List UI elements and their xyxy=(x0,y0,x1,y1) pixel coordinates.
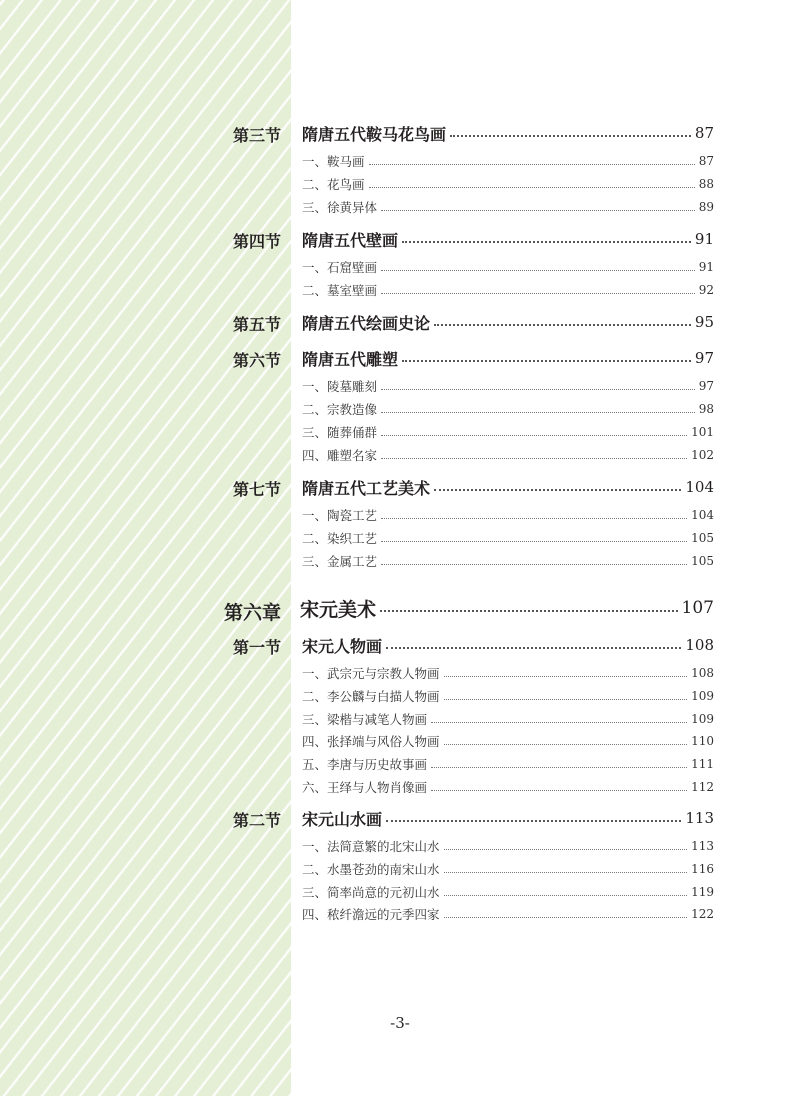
entry-title: 隋唐五代鞍马花鸟画 xyxy=(302,124,447,144)
dot-leader xyxy=(381,389,695,390)
entry-page-number: 98 xyxy=(698,402,714,416)
section-label: 第五节 xyxy=(232,315,281,334)
dot-leader xyxy=(381,518,687,519)
dot-leader xyxy=(381,412,695,413)
dot-leader xyxy=(444,849,688,850)
entry-page-number: 95 xyxy=(694,313,714,331)
dot-leader xyxy=(381,293,695,294)
entry-title: 二、花鸟画 xyxy=(302,177,365,192)
section-label: 第七节 xyxy=(232,480,281,499)
page-number: -3- xyxy=(390,1014,410,1032)
entry-page-number: 91 xyxy=(694,230,714,248)
chapter-label: 第六章 xyxy=(223,602,281,624)
entry-title: 一、鞍马画 xyxy=(302,154,365,169)
entry-title: 隋唐五代绘画史论 xyxy=(302,313,431,333)
entry-title: 三、随葬俑群 xyxy=(302,425,378,440)
entry-page-number: 119 xyxy=(691,885,714,899)
entry-title: 一、陶瓷工艺 xyxy=(302,508,378,523)
dot-leader xyxy=(369,187,695,188)
dot-leader xyxy=(434,324,691,326)
entry-title: 四、秾纤澹远的元季四家 xyxy=(302,907,440,922)
subsection-entry[interactable] xyxy=(0,528,800,548)
subsection-entry[interactable] xyxy=(0,445,800,465)
subsection-entry[interactable] xyxy=(0,686,800,706)
entry-title: 二、墓室壁画 xyxy=(302,283,378,298)
entry-title: 六、王绎与人物肖像画 xyxy=(302,780,428,795)
entry-title: 二、水墨苍劲的南宋山水 xyxy=(302,862,440,877)
dot-leader xyxy=(444,895,688,896)
subsection-entry[interactable] xyxy=(0,422,800,442)
entry-page-number: 102 xyxy=(691,448,714,462)
entry-page-number: 87 xyxy=(698,154,714,168)
section-label: 第一节 xyxy=(232,638,281,657)
entry-title: 二、宗教造像 xyxy=(302,402,378,417)
dot-leader xyxy=(444,917,688,918)
entry-title: 一、法简意繁的北宋山水 xyxy=(302,839,440,854)
dot-leader xyxy=(444,699,688,700)
section-entry[interactable] xyxy=(0,477,800,497)
dot-leader xyxy=(380,610,678,612)
entry-page-number: 113 xyxy=(685,809,714,827)
section-entry[interactable] xyxy=(0,312,800,332)
entry-page-number: 89 xyxy=(698,200,714,214)
entry-page-number: 107 xyxy=(681,598,714,618)
section-label: 第三节 xyxy=(232,126,281,145)
entry-page-number: 109 xyxy=(691,712,714,726)
dot-leader xyxy=(386,820,681,822)
dot-leader xyxy=(444,872,688,873)
entry-page-number: 104 xyxy=(685,478,714,496)
entry-title: 宋元美术 xyxy=(300,598,377,621)
entry-title: 二、李公麟与白描人物画 xyxy=(302,689,440,704)
entry-page-number: 87 xyxy=(694,124,714,142)
entry-title: 宋元人物画 xyxy=(302,636,383,656)
subsection-entry[interactable] xyxy=(0,376,800,396)
subsection-entry[interactable] xyxy=(0,151,800,171)
subsection-entry[interactable] xyxy=(0,663,800,683)
subsection-entry[interactable] xyxy=(0,904,800,924)
entry-title: 三、简率尚意的元初山水 xyxy=(302,885,440,900)
dot-leader xyxy=(369,164,695,165)
section-entry[interactable] xyxy=(0,229,800,249)
dot-leader xyxy=(381,435,687,436)
entry-page-number: 105 xyxy=(691,554,714,568)
dot-leader xyxy=(381,210,695,211)
dot-leader xyxy=(381,458,687,459)
entry-page-number: 92 xyxy=(698,283,714,297)
chapter-entry[interactable] xyxy=(0,598,800,624)
entry-page-number: 88 xyxy=(698,177,714,191)
section-entry[interactable] xyxy=(0,808,800,828)
dot-leader xyxy=(381,541,687,542)
subsection-entry[interactable] xyxy=(0,551,800,571)
subsection-entry[interactable] xyxy=(0,859,800,879)
subsection-entry[interactable] xyxy=(0,754,800,774)
dot-leader xyxy=(381,564,687,565)
entry-page-number: 97 xyxy=(694,349,714,367)
entry-title: 三、徐黄异体 xyxy=(302,200,378,215)
entry-title: 宋元山水画 xyxy=(302,809,383,829)
entry-page-number: 108 xyxy=(685,636,714,654)
entry-title: 三、梁楷与减笔人物画 xyxy=(302,712,428,727)
entry-title: 三、金属工艺 xyxy=(302,554,378,569)
dot-leader xyxy=(431,722,687,723)
dot-leader xyxy=(402,360,691,362)
dot-leader xyxy=(431,790,687,791)
subsection-entry[interactable] xyxy=(0,709,800,729)
entry-title: 四、张择端与风俗人物画 xyxy=(302,734,440,749)
entry-title: 一、武宗元与宗教人物画 xyxy=(302,666,440,681)
entry-page-number: 122 xyxy=(691,907,714,921)
subsection-entry[interactable] xyxy=(0,197,800,217)
subsection-entry[interactable] xyxy=(0,882,800,902)
entry-title: 五、李唐与历史故事画 xyxy=(302,757,428,772)
dot-leader xyxy=(444,676,688,677)
subsection-entry[interactable] xyxy=(0,836,800,856)
entry-title: 隋唐五代雕塑 xyxy=(302,349,399,369)
dot-leader xyxy=(434,489,681,491)
dot-leader xyxy=(444,744,688,745)
entry-page-number: 105 xyxy=(691,531,714,545)
subsection-entry[interactable] xyxy=(0,505,800,525)
entry-title: 一、陵墓雕刻 xyxy=(302,379,378,394)
entry-title: 一、石窟壁画 xyxy=(302,260,378,275)
entry-page-number: 116 xyxy=(691,862,714,876)
entry-page-number: 101 xyxy=(691,425,714,439)
entry-page-number: 97 xyxy=(698,379,714,393)
subsection-entry[interactable] xyxy=(0,399,800,419)
entry-page-number: 110 xyxy=(691,734,714,748)
subsection-entry[interactable] xyxy=(0,777,800,797)
entry-title: 四、雕塑名家 xyxy=(302,448,378,463)
section-entry[interactable] xyxy=(0,635,800,655)
subsection-entry[interactable] xyxy=(0,174,800,194)
entry-page-number: 91 xyxy=(698,260,714,274)
entry-page-number: 104 xyxy=(691,508,714,522)
entry-title: 二、染织工艺 xyxy=(302,531,378,546)
entry-title: 隋唐五代壁画 xyxy=(302,230,399,250)
section-label: 第二节 xyxy=(232,811,281,830)
subsection-entry[interactable] xyxy=(0,280,800,300)
dot-leader xyxy=(450,135,691,137)
dot-leader xyxy=(431,767,687,768)
subsection-entry[interactable] xyxy=(0,731,800,751)
section-label: 第六节 xyxy=(232,351,281,370)
entry-page-number: 113 xyxy=(691,839,714,853)
dot-leader xyxy=(381,270,695,271)
dot-leader xyxy=(386,647,681,649)
section-label: 第四节 xyxy=(232,232,281,251)
entry-page-number: 111 xyxy=(691,757,714,771)
entry-page-number: 112 xyxy=(691,780,714,794)
section-entry[interactable] xyxy=(0,123,800,143)
entry-page-number: 108 xyxy=(691,666,714,680)
entry-page-number: 109 xyxy=(691,689,714,703)
entry-title: 隋唐五代工艺美术 xyxy=(302,478,431,498)
dot-leader xyxy=(402,241,691,243)
subsection-entry[interactable] xyxy=(0,257,800,277)
section-entry[interactable] xyxy=(0,348,800,368)
